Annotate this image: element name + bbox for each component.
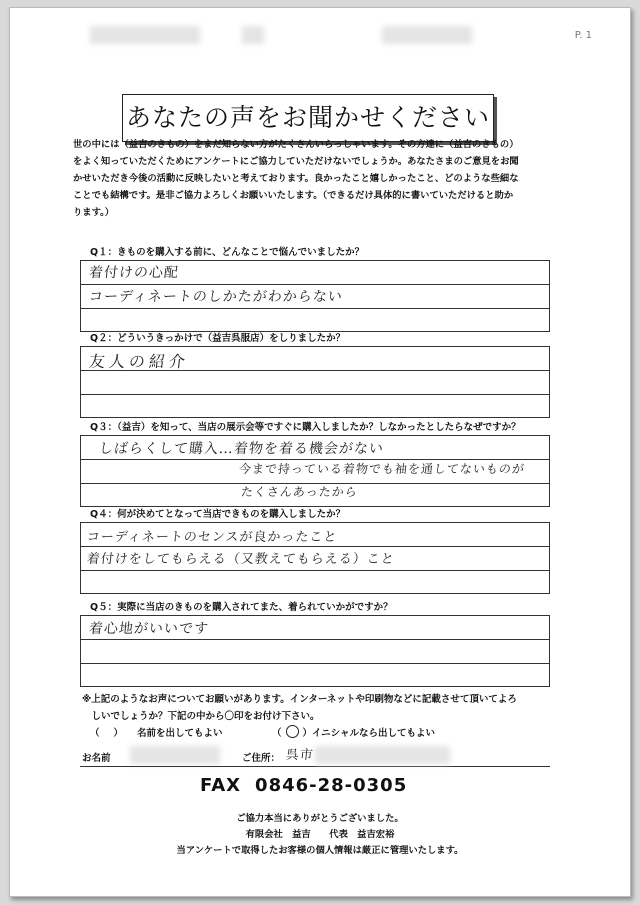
footer-company: 有限会社 益吉 代表 益吉宏裕 bbox=[245, 829, 395, 840]
answer-box-2 bbox=[80, 346, 550, 418]
question-5: Q５：実際に当店のきものを購入されてまた、着られていかがですか？ bbox=[90, 602, 393, 613]
question-1: Q１：きものを購入する前に、どんなことで悩んでいましたか？ bbox=[90, 247, 365, 258]
option-name-ok[interactable]: （）名前を出してもよい bbox=[90, 728, 223, 739]
intro-text: 世の中には（益吉のきもの）をまだ知らない方がたくさんいらっしゃいます。その方達に（益吉のきもの） をよく知っていただくためにアンケートにご協力していただけないでしょうか。あなたさまのご意見をお聞 かせいただき今後の活動に反映したいと考えております。良かったこと嬉しかったこと、どのような些細な ことでも結構です。是非ご協力よろしくお願いいたします。（できるだけ具体的に書いていただけると助か ります。） bbox=[73, 139, 519, 218]
address-label: ご住所： bbox=[242, 753, 281, 764]
answer-box-4 bbox=[80, 522, 550, 594]
circle-mark-icon bbox=[286, 725, 299, 738]
fax-line bbox=[200, 775, 407, 796]
answer-4-line-2: 着付けをしてもらえる（又教えてもらえる）こと bbox=[86, 552, 396, 567]
redacted-address bbox=[315, 746, 450, 764]
name-underline bbox=[80, 766, 550, 767]
option-name-ok-label: 名前を出してもよい bbox=[137, 728, 223, 739]
page-title: あなたの声をお聞かせください bbox=[122, 94, 494, 142]
answer-5-line-1: 着心地がいいです bbox=[88, 621, 210, 637]
question-3: Q３：（益吉）を知って、当店の展示会等ですぐに購入しましたか？しなかったとしたらなぜですか？ bbox=[90, 422, 521, 433]
answer-4-line-1: コーディネートのセンスが良かったこと bbox=[86, 530, 339, 545]
fax-label: FAX bbox=[200, 775, 242, 796]
option-initial-ok[interactable]: （ ）イニシャルなら出してもよい bbox=[272, 725, 435, 739]
answer-box-5 bbox=[80, 615, 550, 687]
questionnaire-sheet bbox=[9, 7, 631, 897]
option-initial-ok-label: イニシャルなら出してもよい bbox=[312, 728, 435, 739]
answer-box-1 bbox=[80, 260, 550, 332]
answer-1-line-1: 着付けの心配 bbox=[88, 265, 180, 281]
fax-number: 0846-28-0305 bbox=[255, 775, 408, 796]
answer-box-3 bbox=[80, 435, 550, 507]
answer-3-line-1: しばらくして購入…着物を着る機会がない bbox=[98, 441, 385, 457]
answer-3-line-2: 今まで持っている着物でも袖を通してないものが bbox=[238, 462, 526, 476]
footer-privacy: 当アンケートで取得したお客様の個人情報は厳正に管理いたします。 bbox=[176, 845, 464, 856]
redacted-name bbox=[130, 746, 220, 764]
answer-1-line-2: コーディネートのしかたがわからない bbox=[88, 289, 344, 305]
answer-3-line-3: たくさんあったから bbox=[240, 485, 359, 499]
name-label: お名前 bbox=[82, 753, 111, 764]
page-number: P. 1 bbox=[574, 30, 592, 41]
footer-thanks: ご協力本当にありがとうございました。 bbox=[236, 813, 404, 824]
consent-note: ※上記のようなお声についてお願いがあります。インターネットや印刷物などに記載させて頂いてよろ しいでしょうか？下記の中から〇印をお付け下さい。 bbox=[82, 694, 517, 722]
redacted-header bbox=[90, 26, 200, 44]
question-4: Q４：何が決めてとなって当店できものを購入しましたか？ bbox=[90, 509, 346, 520]
question-2: Q２：どういうきっかけで（益吉呉服店）をしりましたか？ bbox=[90, 333, 346, 344]
redacted-header bbox=[242, 26, 264, 44]
answer-2-line-1: 友人の紹介 bbox=[87, 352, 190, 371]
redacted-header bbox=[382, 26, 472, 44]
address-value: 呉市 bbox=[285, 748, 315, 763]
